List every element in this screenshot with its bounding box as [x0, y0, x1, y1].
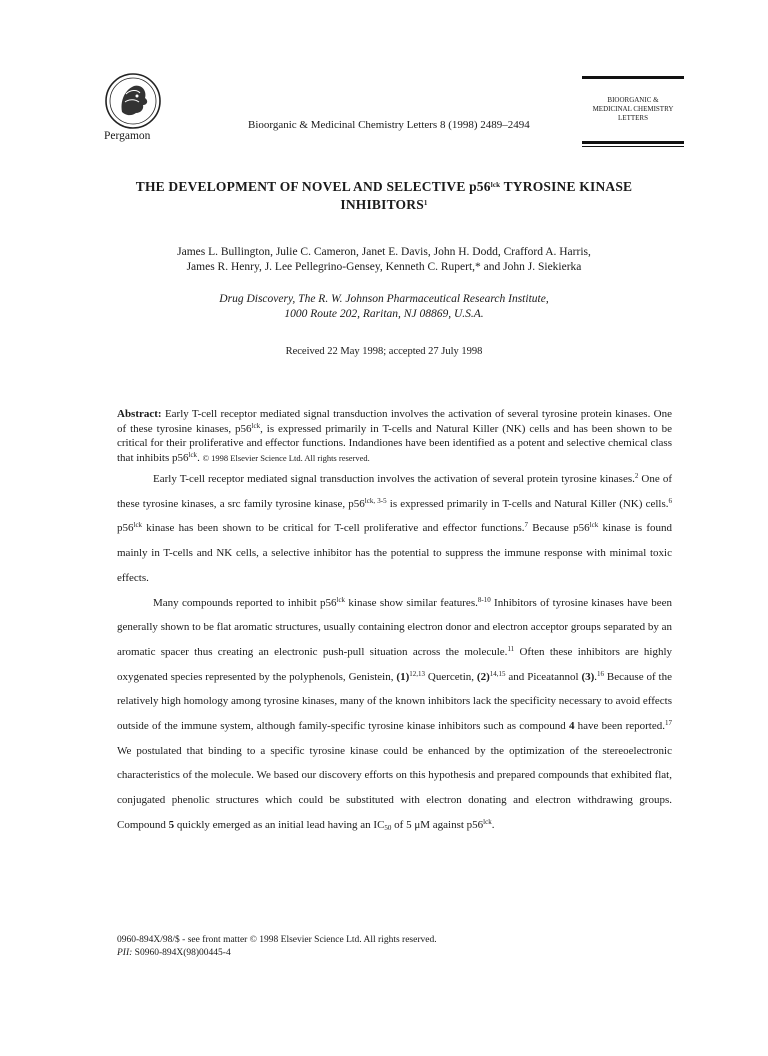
compound-ref: (1)	[396, 670, 410, 683]
compound-ref: 4	[568, 720, 575, 733]
compound-ref: (3)	[581, 670, 595, 683]
body-paragraph: Early T-cell receptor mediated signal transduction involves the activation of several protein tyrosine kinases.$^2$ One of these tyrosine kinases, a src family tyrosine kinase, $p56^{lck, 3-5}$ is expressed primarily in T-cells and Natural Killer (NK) cells.$^6$ $p56^{lck}$ kinase has been shown to be critical for T-cell proliferative and effector functions.$^7$ Because $p56^{lck}$ kinase is found mainly in T-cells and NK cells, a selective inhibitor has the potential to suppress the immune response with minimal toxic effects.	[117, 472, 672, 584]
abstract-copyright: © 1998 Elsevier Science Ltd. All rights reserved.	[202, 452, 370, 463]
elsevier-tree-emblem-icon	[104, 72, 162, 130]
article-title: THE DEVELOPMENT OF NOVEL AND SELECTIVE $p56^{lck}$ TYROSINE KINASE INHIBITORS$^1$	[135, 179, 633, 212]
author-line: James L. Bullington, Julie C. Cameron, Janet E. Davis, John H. Dodd, Crafford A. Harris,	[177, 246, 591, 258]
author-line: James R. Henry, J. Lee Pellegrino-Gensey, Kenneth C. Rupert,* and John J. Siekierka	[186, 261, 582, 273]
affiliation	[120, 292, 648, 322]
compound-ref: (2)	[476, 670, 490, 683]
journal-name-line: MEDICINAL CHEMISTRY	[592, 105, 674, 113]
journal-name-line: BIOORGANIC &	[607, 96, 659, 104]
header-rule-top	[582, 76, 684, 79]
journal-name-box	[582, 96, 684, 123]
footer-pii: PII: S0960-894X(98)00445-4	[117, 948, 231, 958]
publisher-name: Pergamon	[104, 130, 151, 142]
received-dates: Received 22 May 1998; accepted 27 July 1998	[285, 346, 483, 357]
body-paragraph: Many compounds reported to inhibit $p56^{lck}$ kinase show similar features.$^{8-10}$ Inhibitors of tyrosine kinases have been generally shown to be flat aromatic structures, usually containing electron donor and electron acceptor groups separated by an aromatic spacer thus creating an electronic push-pull situation across the molecule.$^{11}$ Often these inhibitors are highly oxygenated species represented by the polyphenols, Genistein, $(1)^{12,13}$ Quercetin, $(2)^{14,15}$ and Piceatannol (3).$^{16}$ Because of the relatively high homology among tyrosine kinases, many of the known inhibitors lack the specificity necessary to avoid effects outside of the immune system, although family-specific tyrosine kinase inhibitors such as compound 4 have been reported.$^{17}$ We postulated that binding to a specific tyrosine kinase could be enhanced by the optimization of the stereoelectronic characteristics of the molecule. We based our discovery efforts on this hypothesis and prepared compounds that exhibited flat, conjugated phenolic structures which could be substituted with electron donating and electron withdrawing groups. Compound 5 quickly emerged as an initial lead having an $IC_{50}$ of 5 μM against $p56^{lck}$.	[117, 595, 673, 832]
abstract: Abstract: Early T-cell receptor mediated signal transduction involves the activation of several tyrosine protein kinases. One of these tyrosine kinases, $p56^{lck}$, is expressed primarily in T-cells and Natural Killer (NK) cells and has been shown to be critical for their proliferative and effector functions. Indandiones have been identified as a potent and selective chemical class that inhibits $p56^{lck}$. © 1998 Elsevier Science Ltd. All rights reserved.	[117, 408, 672, 464]
compound-ref: 5	[168, 818, 175, 831]
affiliation-line: Drug Discovery, The R. W. Johnson Pharmaceutical Research Institute,	[219, 293, 549, 305]
journal-name-line: LETTERS	[618, 114, 648, 122]
article-body	[117, 467, 672, 838]
page-footer	[117, 934, 437, 960]
header-rule-bottom-thin	[582, 146, 684, 147]
publisher-logo	[104, 72, 162, 130]
author-list	[120, 245, 648, 275]
footer-copyright: 0960-894X/98/$ - see front matter © 1998 Elsevier Science Ltd. All rights reserved.	[117, 935, 437, 945]
journal-citation: Bioorganic & Medicinal Chemistry Letters 8 (1998) 2489–2494	[248, 119, 530, 131]
abstract-label: Abstract:	[117, 408, 162, 420]
affiliation-line: 1000 Route 202, Raritan, NJ 08869, U.S.A.	[284, 308, 484, 320]
header-rule-bottom	[582, 141, 684, 144]
